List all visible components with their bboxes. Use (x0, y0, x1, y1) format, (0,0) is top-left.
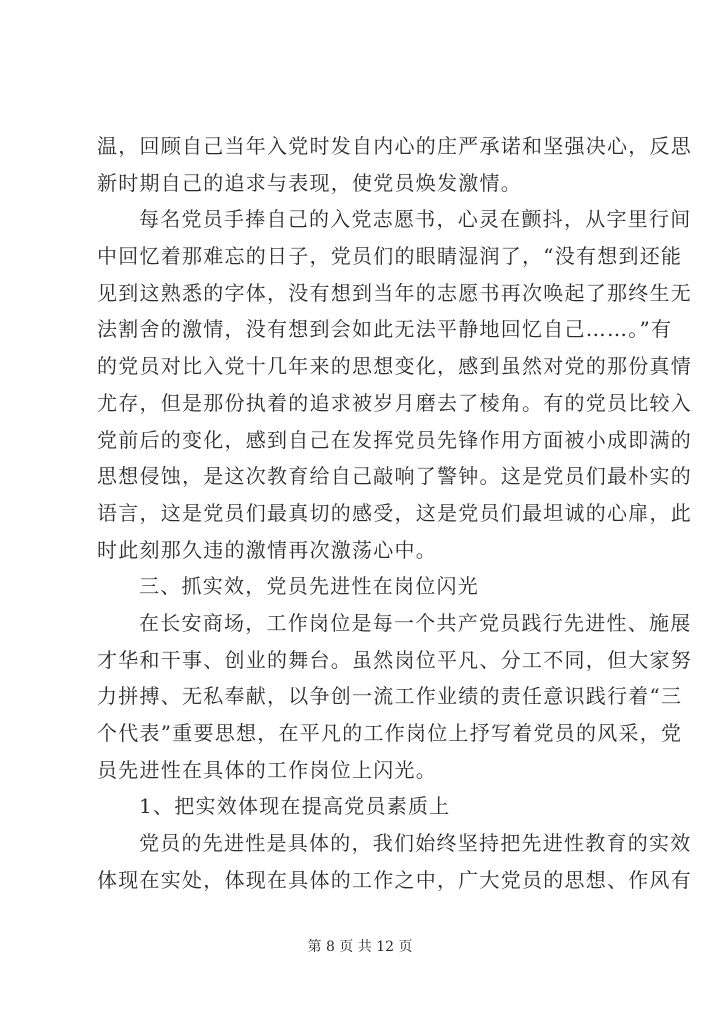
text-line: 员先进性在具体的工作岗位上闪光。 (97, 757, 437, 782)
text-line: 1、把实效体现在提高党员素质上 (139, 794, 451, 819)
document-body (97, 128, 692, 898)
text-line: 三、抓实效，党员先进性在岗位闪光 (139, 574, 479, 599)
text-line: 中回忆着那难忘的日子，党员们的眼睛湿润了，“没有想到还能 (97, 244, 683, 269)
text-line: 语言，这是党员们最真切的感受，这是党员们最坦诚的心扉，此 (97, 500, 692, 525)
text-line: 体现在实处，体现在具体的工作之中，广大党员的思想、作风有 (97, 867, 692, 892)
text-line: 法割舍的激情，没有想到会如此无法平静地回忆自己……。”有 (97, 317, 673, 342)
text-line: 的党员对比入党十几年来的思想变化，感到虽然对党的那份真情 (97, 354, 692, 379)
text-line: 见到这熟悉的字体，没有想到当年的志愿书再次唤起了那终生无 (97, 280, 692, 305)
page-footer: 第 8 页 共 12 页 (307, 939, 413, 955)
text-line: 新时期自己的追求与表现，使党员焕发激情。 (97, 170, 522, 195)
text-line: 才华和干事、创业的舞台。虽然岗位平凡、分工不同，但大家努 (97, 647, 692, 672)
text-line: 党前后的变化，感到自己在发挥党员先锋作用方面被小成即满的 (97, 427, 692, 452)
text-line: 温，回顾自己当年入党时发自内心的庄严承诺和坚强决心，反思 (97, 134, 692, 158)
text-line: 党员的先进性是具体的，我们始终坚持把先进性教育的实效 (139, 831, 692, 856)
text-line: 在长安商场，工作岗位是每一个共产党员践行先进性、施展 (139, 610, 692, 635)
text-line: 每名党员手捧自己的入党志愿书，心灵在颤抖，从字里行间 (139, 207, 692, 232)
text-line: 个代表”重要思想，在平凡的工作岗位上抒写着党员的风采，党 (97, 721, 683, 745)
text-line: 时此刻那久违的激情再次激荡心中。 (97, 537, 437, 562)
text-line: 思想侵蚀，是这次教育给自己敲响了警钟。这是党员们最朴实的 (97, 464, 692, 489)
text-line: 力拼搏、无私奉献，以争创一流工作业绩的责任意识践行着“三 (97, 684, 683, 709)
text-line: 尤存，但是那份执着的追求被岁月磨去了棱角。有的党员比较入 (97, 390, 692, 415)
